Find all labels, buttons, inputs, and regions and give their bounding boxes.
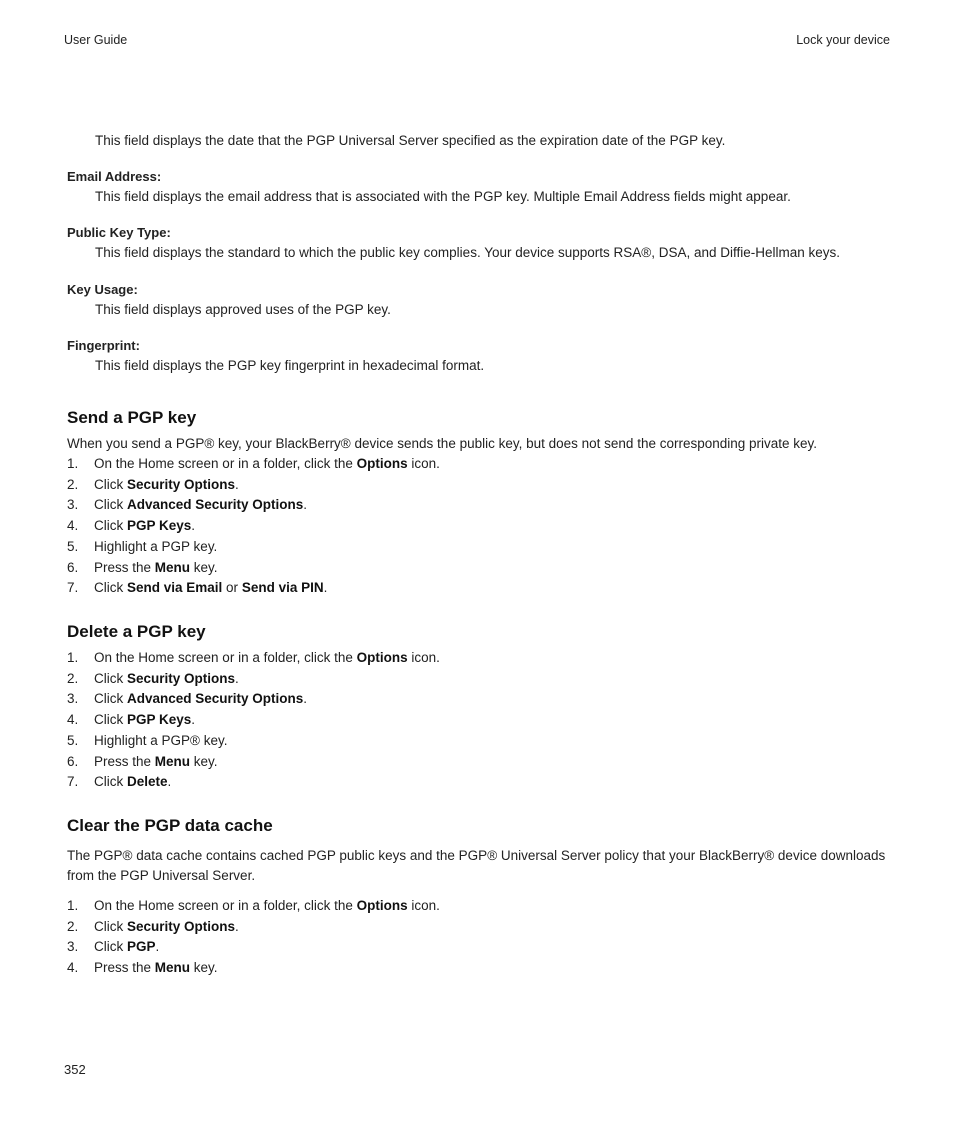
section-heading: Send a PGP key bbox=[67, 408, 197, 427]
field-email-address bbox=[67, 168, 890, 206]
section-clear-pgp-cache bbox=[67, 815, 890, 979]
running-header-title: User Guide bbox=[64, 33, 128, 47]
list-item: 4. Click PGP Keys. bbox=[67, 518, 196, 534]
list-item: 6. Press the Menu key. bbox=[67, 753, 218, 769]
list-item: 4. Click PGP Keys. bbox=[67, 712, 196, 728]
list-item: 3. Click Advanced Security Options. bbox=[67, 497, 308, 513]
field-desc: This field displays the email address that is associated with the PGP key. Multiple Email Address fields might appear. bbox=[95, 189, 791, 204]
field-term: Fingerprint: bbox=[67, 338, 140, 353]
list-item: 1. On the Home screen or in a folder, click the Options icon. bbox=[67, 456, 440, 471]
section-heading: Delete a PGP key bbox=[67, 622, 206, 641]
list-item: 2. Click Security Options. bbox=[67, 670, 239, 686]
list-item: 5. Highlight a PGP key. bbox=[67, 538, 218, 554]
field-public-key-type bbox=[67, 224, 890, 262]
list-item: 7. Click Delete. bbox=[67, 774, 172, 790]
field-term: Key Usage: bbox=[67, 282, 138, 297]
field-desc: This field displays the date that the PGP Universal Server specified as the expiration date of the PGP key. bbox=[95, 133, 726, 148]
list-item: 5. Highlight a PGP® key. bbox=[67, 732, 228, 748]
running-header-section: Lock your device bbox=[796, 33, 890, 47]
list-item: 1. On the Home screen or in a folder, click the Options icon. bbox=[67, 898, 440, 913]
field-term: Public Key Type: bbox=[67, 225, 171, 240]
section-send-pgp-key bbox=[67, 407, 890, 599]
steps-list bbox=[67, 896, 890, 979]
field-expiry bbox=[67, 132, 890, 150]
field-desc: This field displays the PGP key fingerprint in hexadecimal format. bbox=[95, 358, 485, 373]
section-heading: Clear the PGP data cache bbox=[67, 816, 273, 835]
list-item: 4. Press the Menu key. bbox=[67, 960, 218, 976]
field-fingerprint bbox=[67, 337, 890, 375]
steps-list bbox=[67, 454, 890, 599]
section-intro: The PGP® data cache contains cached PGP public keys and the PGP® Universal Server policy that your BlackBerry® device downloads from the PGP Universal Server. bbox=[67, 848, 886, 883]
field-desc: This field displays the standard to which the public key complies. Your device supports RSA®, DSA, and Diffie-Hellman keys. bbox=[95, 245, 841, 260]
section-delete-pgp-key bbox=[67, 621, 890, 793]
list-item: 6. Press the Menu key. bbox=[67, 559, 218, 575]
list-item: 2. Click Security Options. bbox=[67, 918, 239, 934]
field-key-usage bbox=[67, 281, 890, 319]
list-item: 7. Click Send via Email or Send via PIN. bbox=[67, 580, 328, 596]
list-item: 1. On the Home screen or in a folder, click the Options icon. bbox=[67, 650, 440, 665]
list-item: 2. Click Security Options. bbox=[67, 476, 239, 492]
page-number: 352 bbox=[64, 1062, 86, 1077]
field-term: Email Address: bbox=[67, 169, 162, 184]
steps-list bbox=[67, 648, 890, 793]
list-item: 3. Click PGP. bbox=[67, 939, 160, 955]
section-intro: When you send a PGP® key, your BlackBerry® device sends the public key, but does not send the corresponding private key. bbox=[67, 436, 818, 451]
list-item: 3. Click Advanced Security Options. bbox=[67, 691, 308, 707]
field-desc: This field displays approved uses of the PGP key. bbox=[95, 302, 391, 317]
